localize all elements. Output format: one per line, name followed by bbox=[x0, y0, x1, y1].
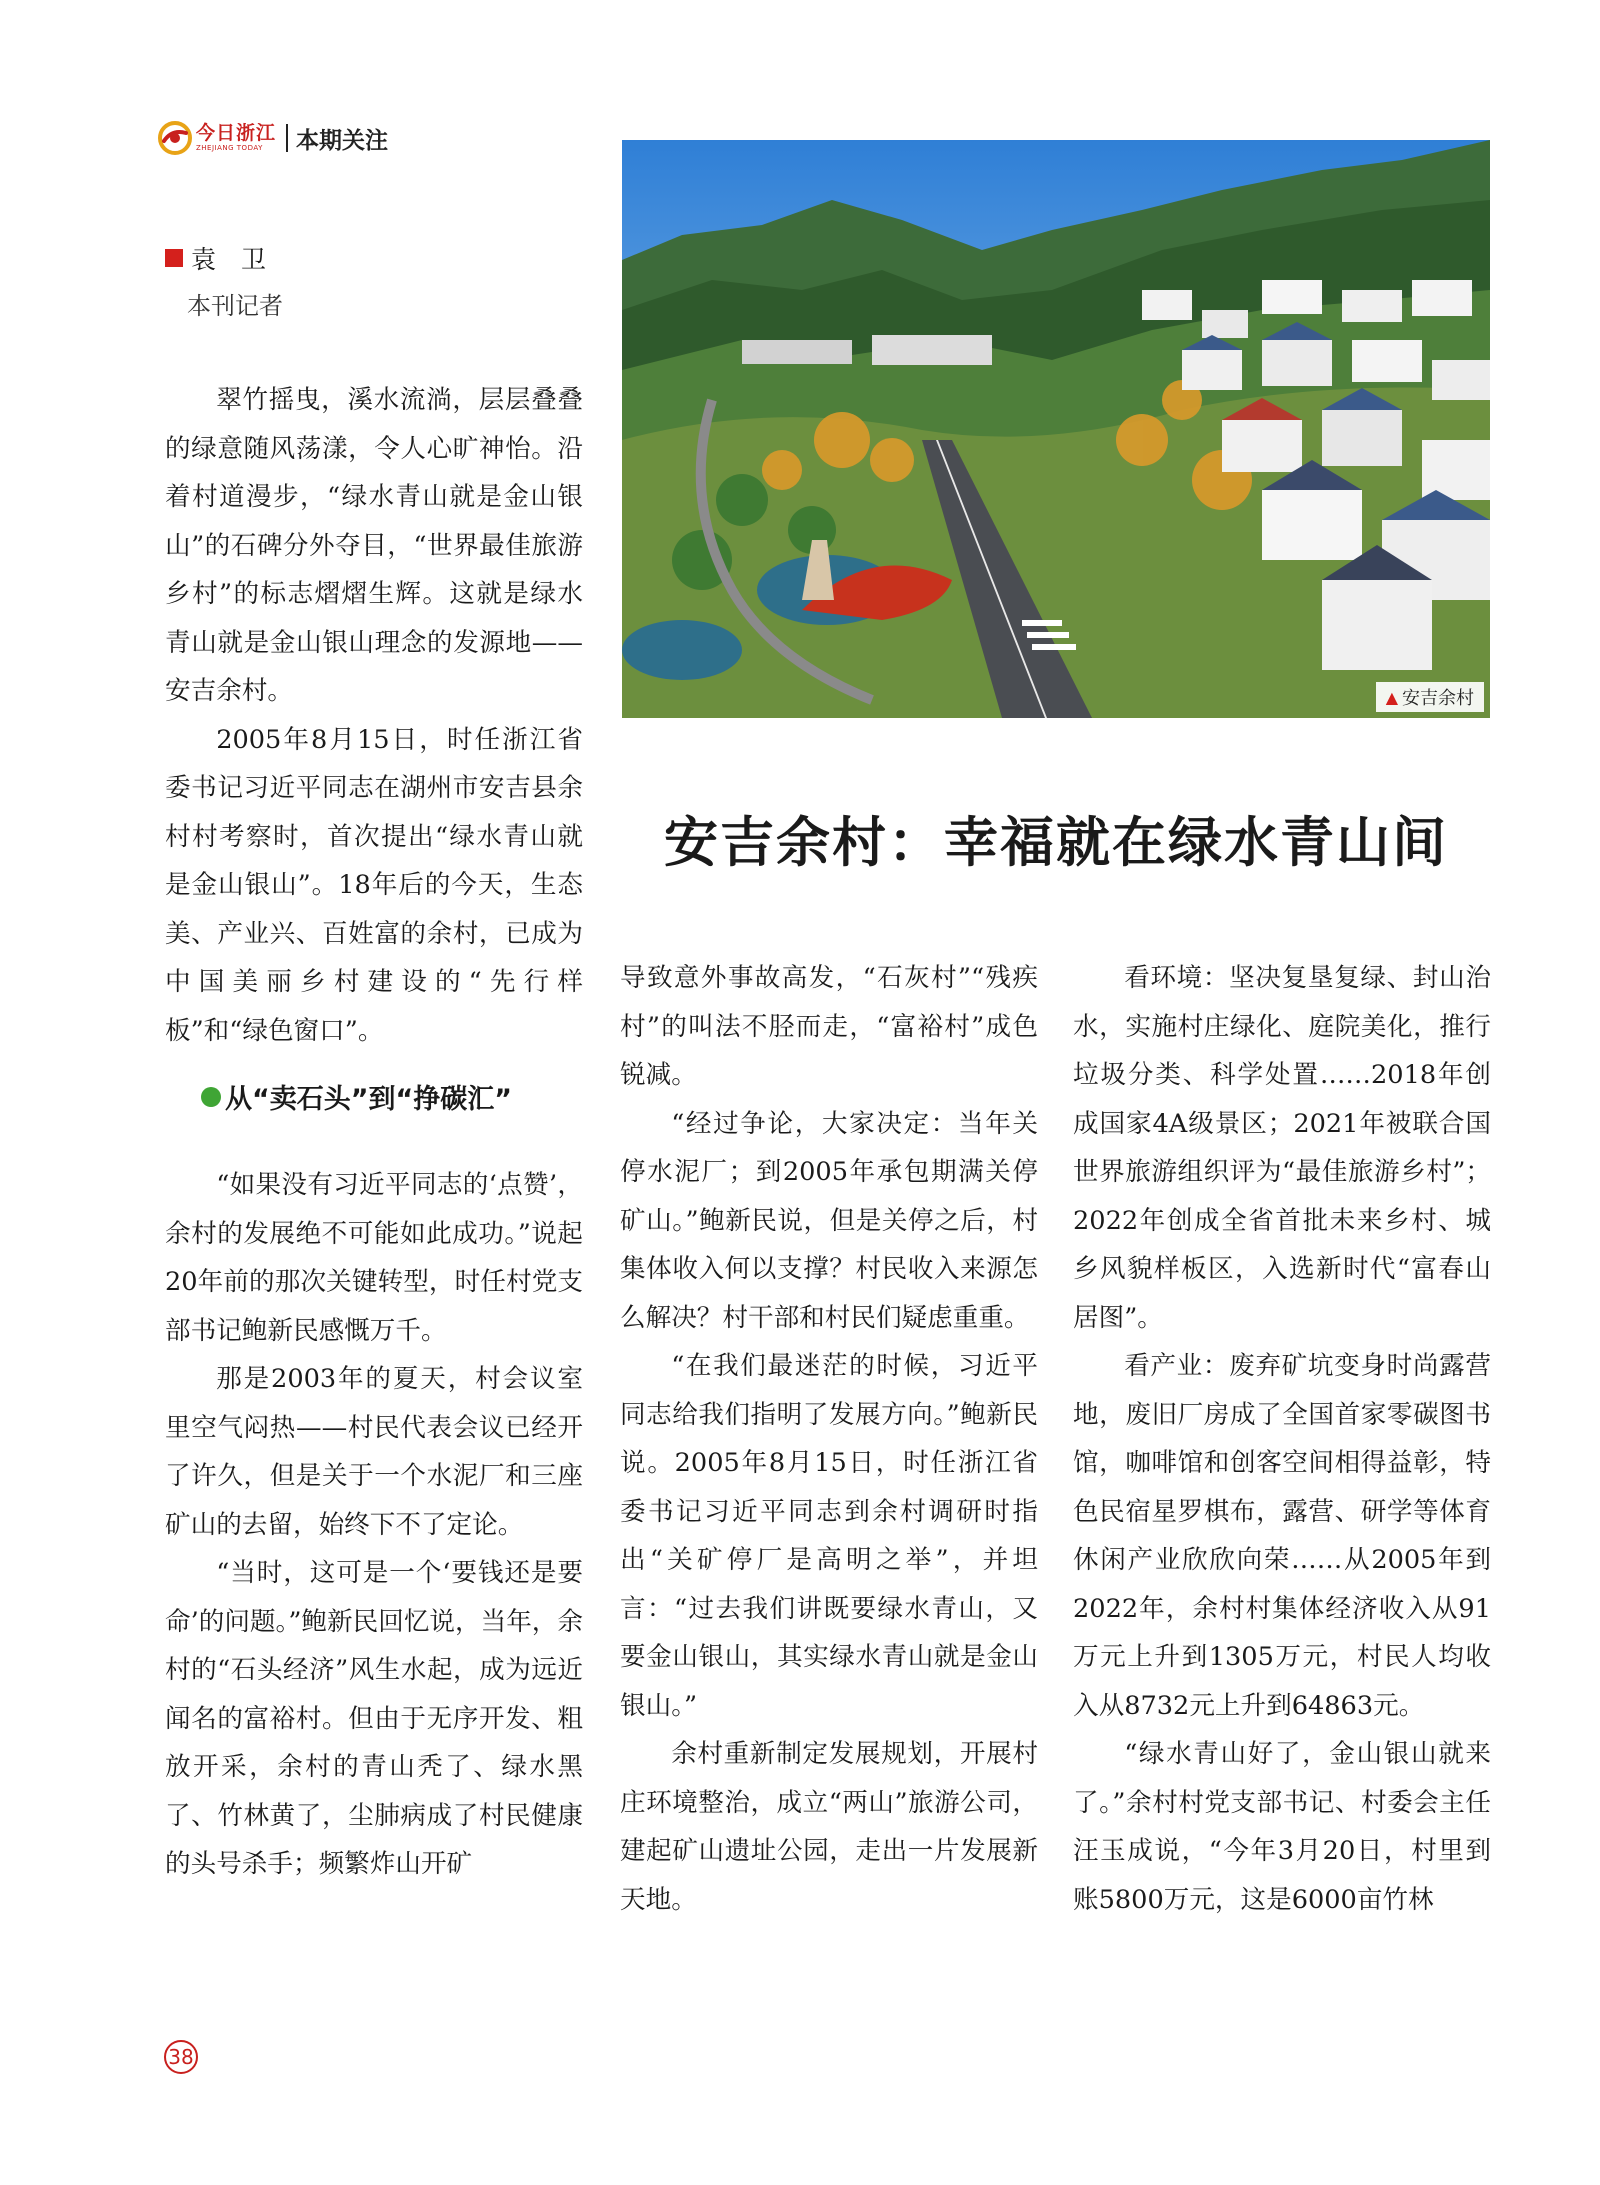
paragraph: 余村重新制定发展规划，开展村庄环境整治，成立“两山”旅游公司，建起矿山遗址公园，走出一片发展新天地。 bbox=[620, 1739, 1038, 1915]
logo-swirl-icon bbox=[158, 121, 192, 155]
paragraph: 那是2003年的夏天，村会议室里空气闷热——村民代表会议已经开了许久，但是关于一个水泥厂和三座矿山的去留，始终下不了定论。 bbox=[165, 1364, 583, 1540]
byline bbox=[165, 240, 283, 321]
red-square-icon bbox=[165, 249, 183, 267]
magazine-logo bbox=[158, 121, 276, 155]
page-number: 38 bbox=[164, 2040, 198, 2074]
paragraph: 看产业：废弃矿坑变身时尚露营地，废旧厂房成了全国首家零碳图书馆，咖啡馆和创客空间相得益彰，特色民宿星罗棋布，露营、研学等体育休闲产业欣欣向荣……从2005年到2022年，余村村集体经济收入从91万元上升到1305万元，村民人均收入从8732元上升到64863元。 bbox=[1073, 1351, 1491, 1721]
author-role: 本刊记者 bbox=[187, 292, 283, 320]
triangle-icon: ▲ bbox=[1385, 687, 1398, 707]
paragraph: “当时，这可是一个‘要钱还是要命’的问题。”鲍新民回忆说，当年，余村的“石头经济”风生水起，成为远近闻名的富裕村。但由于无序开发、粗放开采，余村的青山秃了、绿水黑了、竹林黄了，尘肺病成了村民健康的头号杀手；频繁炸山开矿 bbox=[165, 1558, 583, 1879]
green-dot-icon bbox=[201, 1087, 221, 1107]
photo-caption: ▲ 安吉余村 bbox=[1376, 682, 1484, 712]
logo-chinese-text: 今日浙江 bbox=[196, 122, 277, 144]
paragraph: 导致意外事故高发，“石灰村”“残疾村”的叫法不胫而走，“富裕村”成色锐减。 bbox=[620, 963, 1038, 1090]
section-label: 本期关注 bbox=[296, 127, 389, 154]
paragraph: 看环境：坚决复垦复绿、封山治水，实施村庄绿化、庭院美化，推行垃圾分类、科学处置……2018年创成国家4A级景区；2021年被联合国世界旅游组织评为“最佳旅游乡村”；2022年创成全省首批未来乡村、城乡风貌样板区，入选新时代“富春山居图”。 bbox=[1073, 963, 1491, 1333]
paragraph: 翠竹摇曳，溪水流淌，层层叠叠的绿意随风荡漾，令人心旷神怡。沿着村道漫步，“绿水青山就是金山银山”的石碑分外夺目，“世界最佳旅游乡村”的标志熠熠生辉。这就是绿水青山就是金山银山理念的发源地——安吉余村。 bbox=[165, 385, 583, 706]
text-column-3 bbox=[1073, 954, 1491, 1924]
paragraph: “如果没有习近平同志的‘点赞’，余村的发展绝不可能如此成功。”说起20年前的那次关键转型，时任村党支部书记鲍新民感慨万千。 bbox=[165, 1170, 583, 1346]
text-column-2 bbox=[620, 954, 1038, 1924]
text-column-1 bbox=[165, 376, 583, 1889]
page-header bbox=[158, 118, 388, 158]
paragraph: “经过争论，大家决定：当年关停水泥厂；到2005年承包期满关停矿山。”鲍新民说，但是关停之后，村集体收入何以支撑？村民收入来源怎么解决？村干部和村民们疑虑重重。 bbox=[620, 1108, 1038, 1333]
logo-english-text: ZHEJIANG TODAY bbox=[196, 144, 263, 152]
paragraph: “绿水青山好了，金山银山就来了。”余村村党支部书记、村委会主任汪玉成说，“今年3月20日，村里到账5800万元，这是6000亩竹林 bbox=[1073, 1739, 1491, 1915]
village-photo bbox=[622, 140, 1490, 718]
author-name: 袁 卫 bbox=[191, 245, 267, 274]
article-title: 安吉余村：幸福就在绿水青山间 bbox=[664, 810, 1448, 874]
paragraph: “在我们最迷茫的时候，习近平同志给我们指明了发展方向。”鲍新民说。2005年8月15日，时任浙江省委书记习近平同志到余村调研时指出“关矿停厂是高明之举”，并坦言：“过去我们讲既要绿水青山，又要金山银山，其实绿水青山就是金山银山。” bbox=[620, 1351, 1038, 1721]
header-divider bbox=[286, 124, 288, 152]
paragraph: 2005年8月15日，时任浙江省委书记习近平同志在湖州市安吉县余村村考察时，首次提出“绿水青山就是金山银山”。18年后的今天，生态美、产业兴、百姓富的余村，已成为中国美丽乡村建设的“先行样板”和“绿色窗口”。 bbox=[165, 724, 583, 1046]
village-aerial-illustration bbox=[622, 140, 1490, 718]
section-subheading: 从“卖石头”到“挣碳汇” bbox=[201, 1077, 583, 1116]
